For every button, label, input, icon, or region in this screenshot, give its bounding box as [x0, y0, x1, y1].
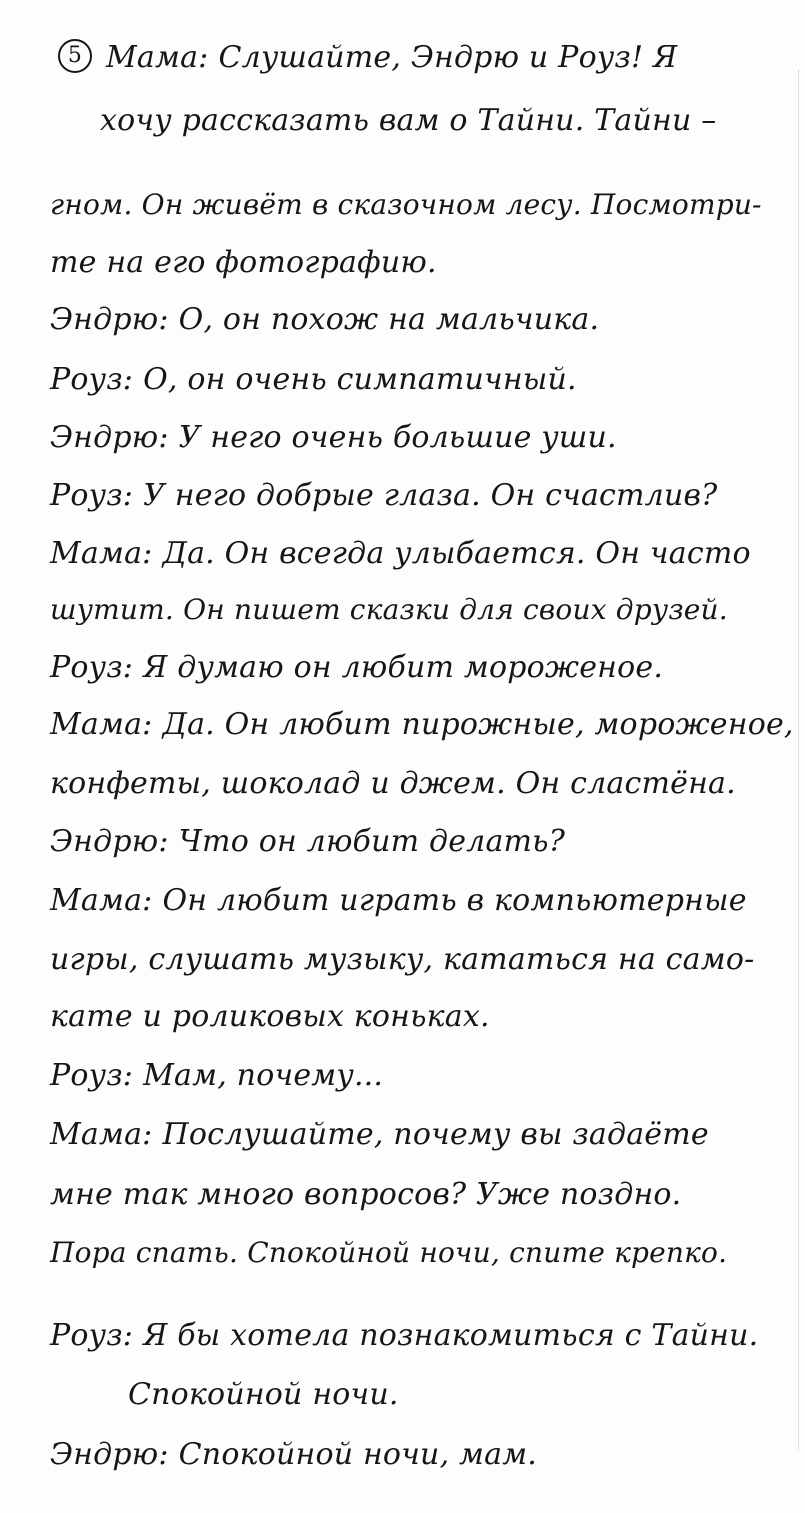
- margin-dotted-line: [797, 70, 799, 1450]
- line-text: Слушайте, Эндрю и Роуз! Я: [218, 40, 678, 75]
- line-text: Спокойной ночи, мам.: [178, 1437, 538, 1472]
- line-text: кате и роликовых коньках.: [50, 999, 490, 1034]
- line-text: Да. Он любит пирожные, мороженое,: [162, 707, 794, 742]
- line-text: конфеты, шоколад и джем. Он сластёна.: [50, 766, 736, 801]
- speaker-label: Мама:: [50, 1117, 153, 1152]
- speaker-label: Мама:: [106, 40, 209, 75]
- line-text: Пора спать. Спокойной ночи, спите крепко.: [50, 1236, 728, 1269]
- dialogue-line-6: [50, 362, 577, 397]
- dialogue-line-7: [50, 420, 617, 455]
- dialogue-line-1: [58, 40, 677, 76]
- dialogue-line-15: [50, 883, 747, 918]
- dialogue-line-9: [50, 536, 751, 571]
- dialogue-line-11: [50, 650, 663, 685]
- exercise-number: 5: [58, 39, 92, 73]
- line-text: О, он похож на мальчика.: [178, 302, 600, 337]
- dialogue-line-4: [50, 245, 437, 280]
- line-text: У него очень большие уши.: [178, 420, 617, 455]
- line-text: Я бы хотела познакомиться с Тайни.: [143, 1318, 759, 1353]
- speaker-label: Мама:: [50, 883, 153, 918]
- line-text: О, он очень симпатичный.: [143, 362, 577, 397]
- line-text: гном. Он живёт в сказочном лесу. Посмотри-: [50, 188, 762, 221]
- line-text: игры, слушать музыку, кататься на само-: [50, 942, 755, 977]
- dialogue-line-23: [128, 1377, 399, 1412]
- line-text: те на его фотографию.: [50, 245, 437, 280]
- speaker-label: Роуз:: [50, 478, 134, 513]
- speaker-label: Эндрю:: [50, 420, 169, 455]
- line-text: Что он любит делать?: [178, 824, 565, 859]
- dialogue-line-19: [50, 1117, 709, 1152]
- speaker-label: Эндрю:: [50, 1437, 169, 1472]
- dialogue-line-8: [50, 478, 717, 513]
- line-text: Он любит играть в компьютерные: [162, 883, 747, 918]
- speaker-label: Мама:: [50, 707, 153, 742]
- dialogue-line-22: [50, 1318, 758, 1353]
- line-text: У него добрые глаза. Он счастлив?: [143, 478, 718, 513]
- line-text: Я думаю он любит мороженое.: [143, 650, 664, 685]
- dialogue-line-16: [50, 942, 754, 977]
- line-text: Спокойной ночи.: [128, 1377, 399, 1412]
- dialogue-line-13: [50, 766, 736, 801]
- line-text: мне так много вопросов? Уже поздно.: [50, 1177, 682, 1212]
- dialogue-line-17: [50, 999, 490, 1034]
- dialogue-line-21: [50, 1236, 727, 1269]
- line-text: шутит. Он пишет сказки для своих друзей.: [50, 593, 728, 626]
- dialogue-line-18: [50, 1058, 383, 1093]
- line-text: Послушайте, почему вы задаёте: [162, 1117, 709, 1152]
- dialogue-line-20: [50, 1177, 681, 1212]
- speaker-label: Роуз:: [50, 362, 134, 397]
- dialogue-line-3: [50, 188, 762, 221]
- speaker-label: Мама:: [50, 536, 153, 571]
- dialogue-line-12: [50, 707, 794, 742]
- speaker-label: Роуз:: [50, 650, 134, 685]
- line-text: Да. Он всегда улыбается. Он часто: [162, 536, 751, 571]
- dialogue-line-10: [50, 593, 728, 626]
- dialogue-line-2: [100, 103, 716, 138]
- dialogue-line-24: [50, 1437, 537, 1472]
- dialogue-line-14: [50, 824, 565, 859]
- speaker-label: Эндрю:: [50, 302, 169, 337]
- line-text: хочу рассказать вам о Тайни. Тайни –: [100, 103, 717, 138]
- speaker-label: Роуз:: [50, 1058, 134, 1093]
- line-text: Мам, почему...: [143, 1058, 384, 1093]
- speaker-label: Эндрю:: [50, 824, 169, 859]
- speaker-label: Роуз:: [50, 1318, 134, 1353]
- dialogue-line-5: [50, 302, 599, 337]
